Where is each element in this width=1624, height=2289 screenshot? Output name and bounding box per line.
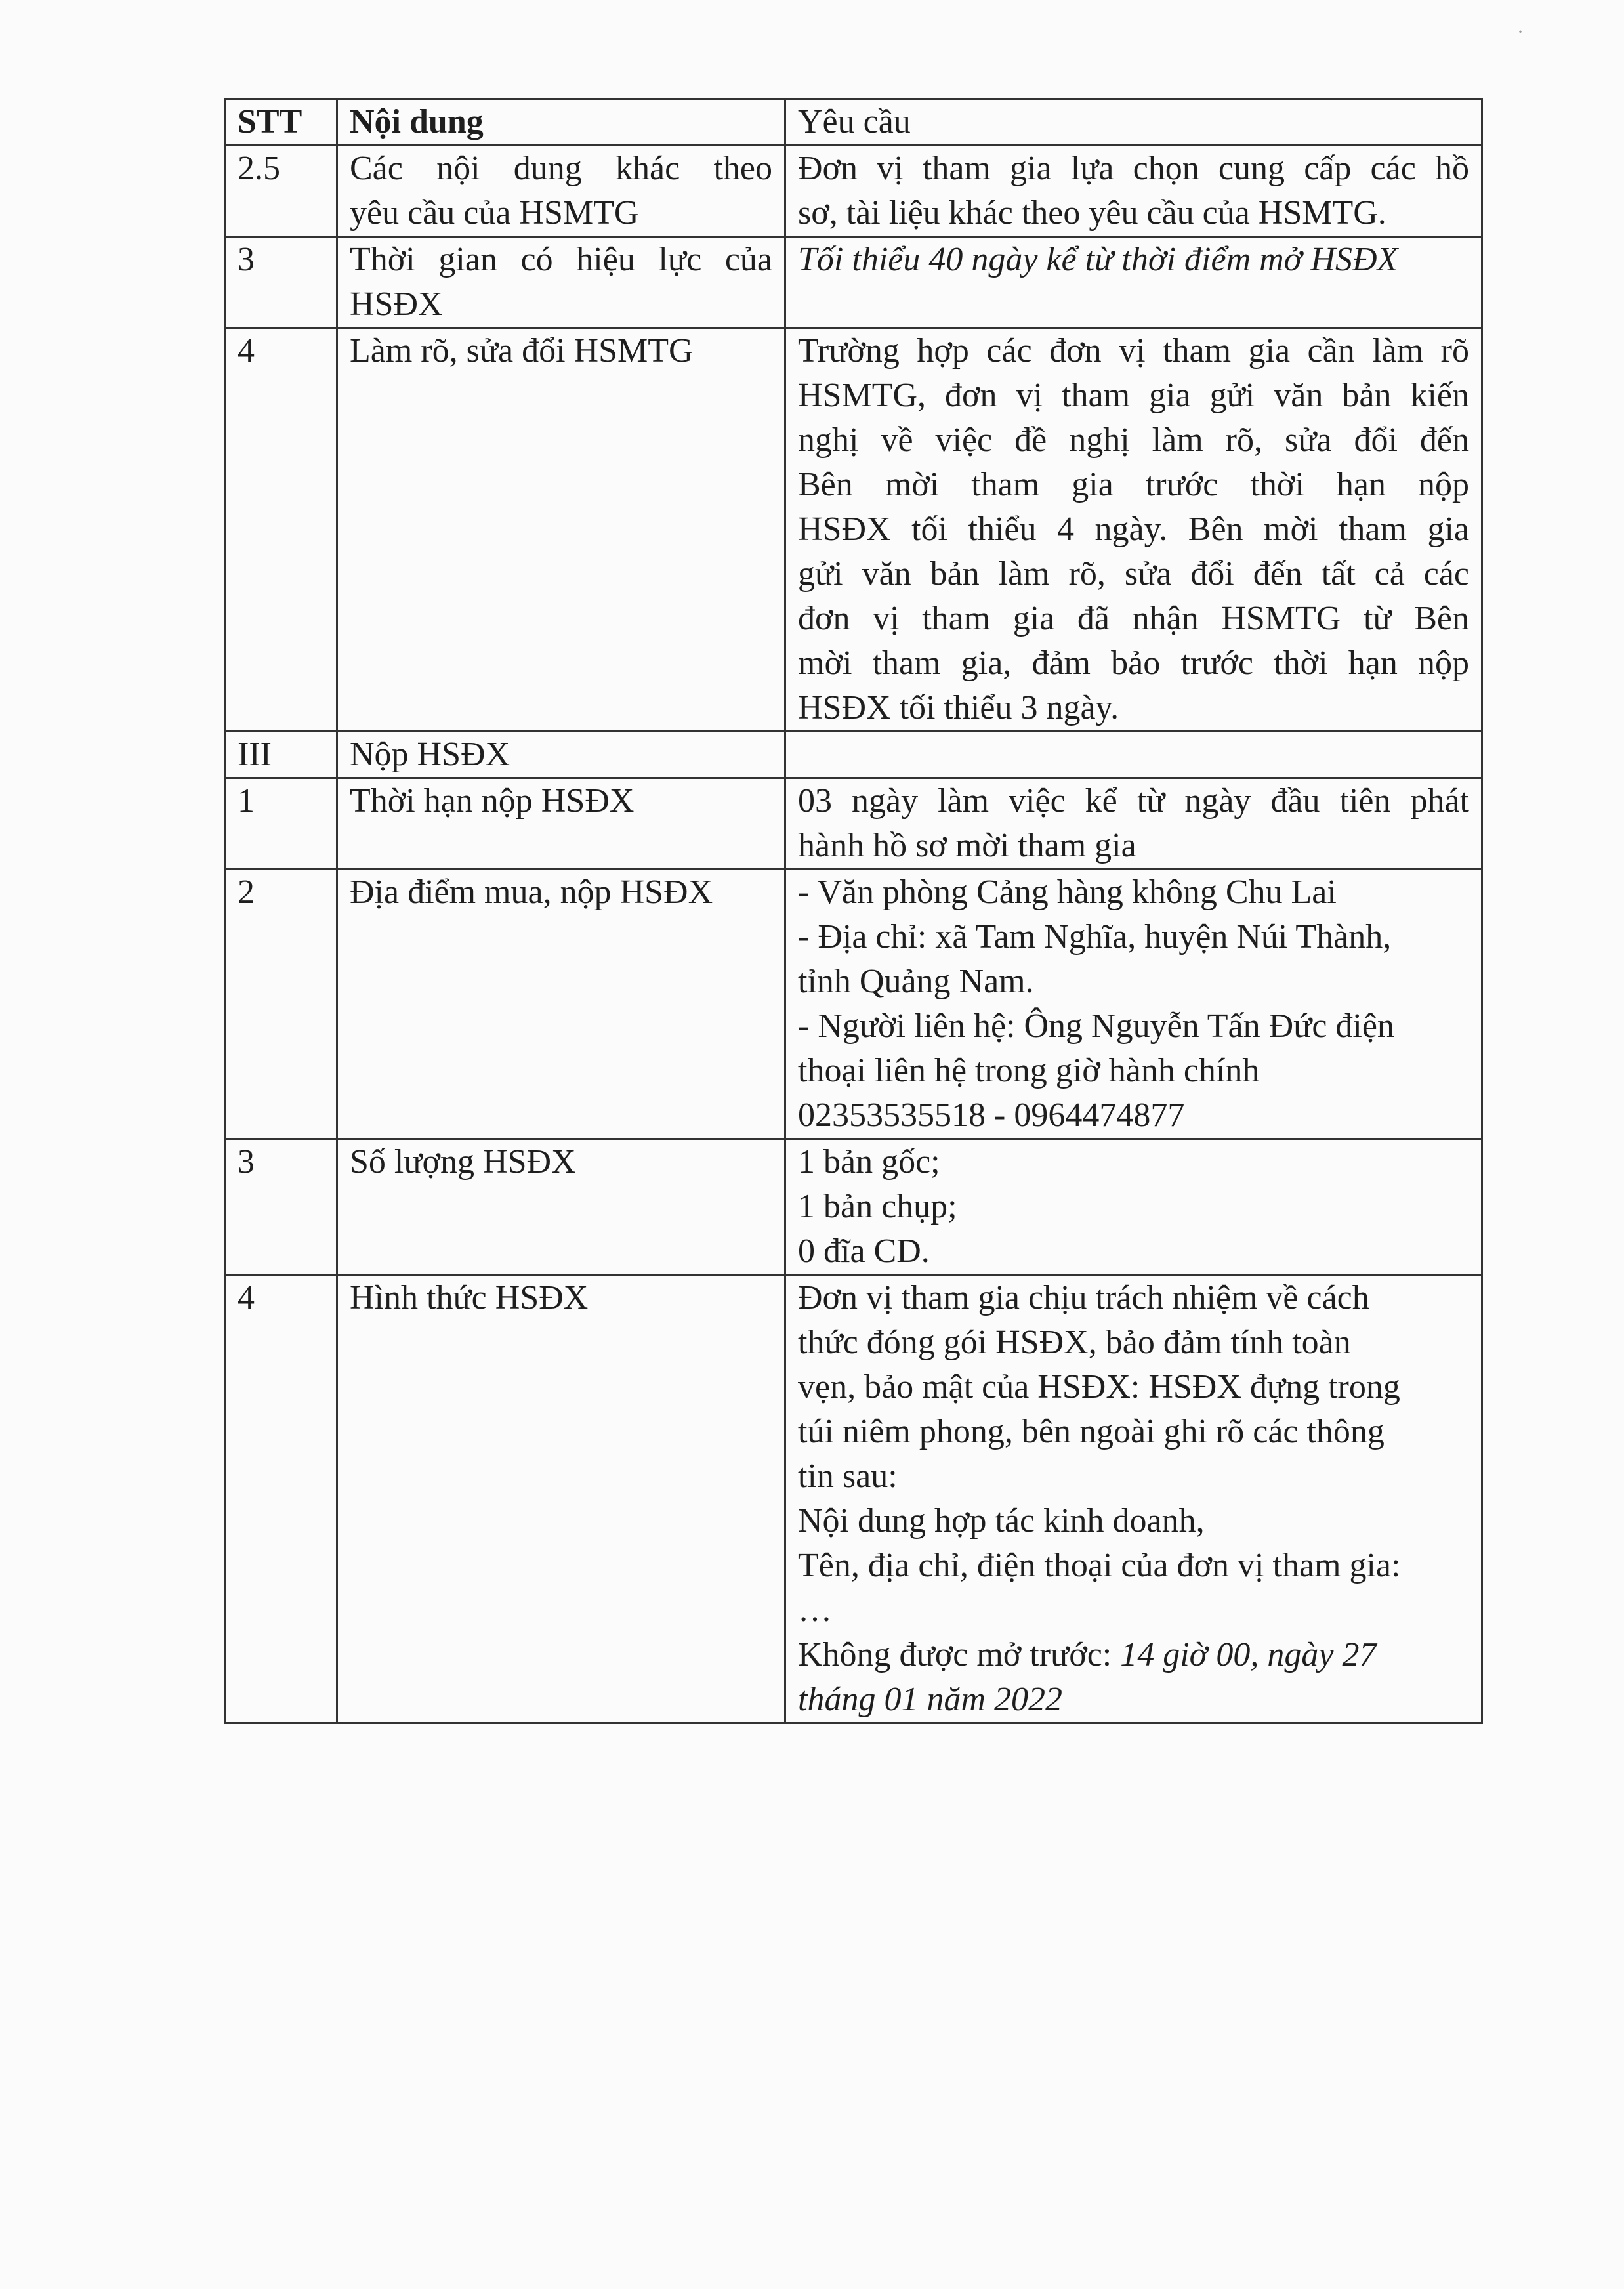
table-row [225,778,1482,870]
table-row [225,237,1482,328]
row-requirement: Tối thiểu 40 ngày kể từ thời điểm mở HSĐX [785,237,1482,328]
section-row [225,732,1482,778]
header-content: Nội dung [337,99,785,146]
row-content: Thời hạn nộp HSĐX [337,778,785,870]
row-content: Số lượng HSĐX [337,1139,785,1275]
row-requirement: Trường hợp các đơn vị tham gia cần làm rõ HSMTG, đơn vị tham gia gửi văn bản kiến nghị về việc đề nghị làm rõ, sửa đổi đến Bên mời tham gia trước thời hạn nộp HSĐX tối thiểu 4 ngày. Bên mời tham gia gửi văn bản làm rõ, sửa đổi đến tất cả các đơn vị tham gia đã nhận HSMTG từ Bên mời tham gia, đảm bảo trước thời hạn nộp HSĐX tối thiểu 3 ngày. [785,328,1482,732]
row-requirement: - Văn phòng Cảng hàng không Chu Lai - Địa chỉ: xã Tam Nghĩa, huyện Núi Thành, tỉnh Quảng Nam. - Người liên hệ: Ông Nguyễn Tấn Đức điện thoại liên hệ trong giờ hành chính 02353535518 - 0964474877 [785,870,1482,1139]
table-row [225,1139,1482,1275]
row-stt: 2.5 [225,146,337,237]
row-requirement: Đơn vị tham gia chịu trách nhiệm về cách thức đóng gói HSĐX, bảo đảm tính toàn vẹn, bảo mật của HSĐX: HSĐX đựng trong túi niêm phong, bên ngoài ghi rõ các thông tin sau: Nội dung hợp tác kinh doanh, Tên, địa chỉ, điện thoại của đơn vị tham gia: … Không được mở trước: 14 giờ 00, ngày 27 tháng 01 năm 2022 [785,1275,1482,1723]
scan-speck: · [1517,21,1524,43]
row-content: Các nội dung khác theo yêu cầu của HSMTG [337,146,785,237]
row-content: Làm rõ, sửa đổi HSMTG [337,328,785,732]
section-empty [785,732,1482,778]
table-row [225,328,1482,732]
section-title: Nộp HSĐX [337,732,785,778]
deadline-line-1: Không được mở trước: 14 giờ 00, ngày 27 [798,1636,1377,1673]
row-content: Địa điểm mua, nộp HSĐX [337,870,785,1139]
table-header-row [225,99,1482,146]
row-content: Hình thức HSĐX [337,1275,785,1723]
row-requirement: 03 ngày làm việc kể từ ngày đầu tiên phát hành hồ sơ mời tham gia [785,778,1482,870]
row-stt: 3 [225,237,337,328]
row-stt: 3 [225,1139,337,1275]
row-requirement: Đơn vị tham gia lựa chọn cung cấp các hồ sơ, tài liệu khác theo yêu cầu của HSMTG. [785,146,1482,237]
row-requirement: 1 bản gốc; 1 bản chụp; 0 đĩa CD. [785,1139,1482,1275]
row-stt: 2 [225,870,337,1139]
requirements-table [224,98,1483,1724]
section-stt: III [225,732,337,778]
table-row [225,870,1482,1139]
deadline-line-2: tháng 01 năm 2022 [798,1681,1062,1718]
table-row [225,146,1482,237]
header-stt: STT [225,99,337,146]
table-row [225,1275,1482,1723]
row-stt: 4 [225,1275,337,1723]
row-stt: 1 [225,778,337,870]
row-stt: 4 [225,328,337,732]
header-requirement: Yêu cầu [785,99,1482,146]
row-content: Thời gian có hiệu lực của HSĐX [337,237,785,328]
